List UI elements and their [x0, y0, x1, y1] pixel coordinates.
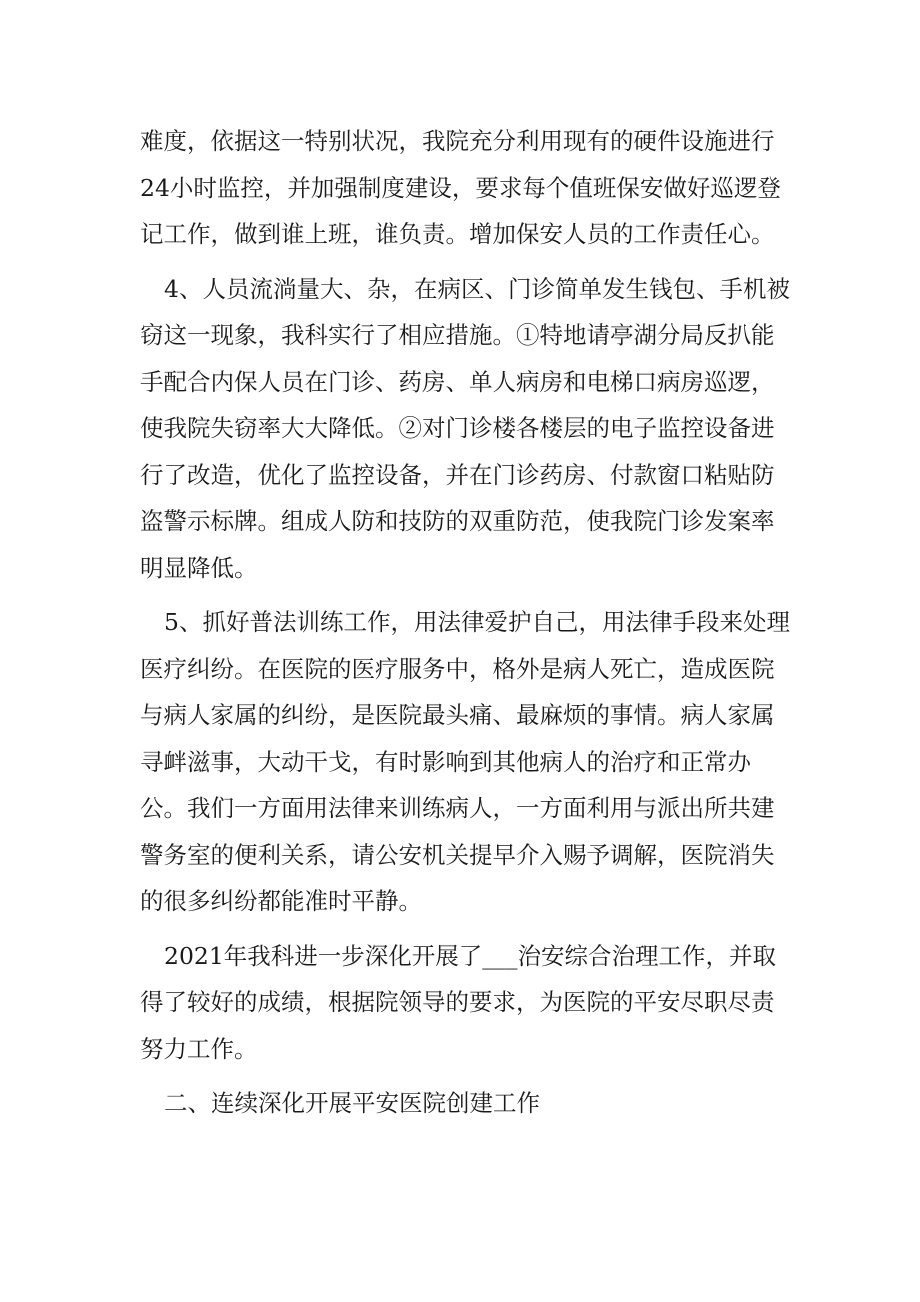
paragraph-continued-monitoring: 难度，依据这一特别状况，我院充分利用现有的硬件设施进行24小时监控，并加强制度建设，要求每个值班保安做好巡逻登记工作，做到谁上班，谁负责。增加保安人员的工作责任心。 [140, 127, 781, 248]
paragraph-2021-summary: 2021年我科进一步深化开展了___治安综合治理工作，并取得了较好的成绩，根据院领导的要求，为医院的平安尽职尽责努力工作。 [140, 941, 777, 1063]
section-heading-safe-hospital: 二、连续深化开展平安医院创建工作 [164, 1089, 540, 1117]
paragraph-item-4-theft-prevention: 4、人员流淌量大、杂，在病区、门诊简单发生钱包、手机被窃这一现象，我科实行了相应措施。①特地请亭湖分局反扒能手配合内保人员在门诊、药房、单人病房和电梯口病房巡逻，使我院失窃率大大降低。②对门诊楼各楼层的电子监控设备进行了改造，优化了监控设备，并在门诊药房、付款窗口粘贴防盗警示标牌。组成人防和技防的双重防范，使我院门诊发案率明显降低。 [140, 274, 790, 582]
paragraph-item-5-legal-education: 5、抓好普法训练工作，用法律爱护自己，用法律手段来处理医疗纠纷。在医院的医疗服务中，格外是病人死亡，造成医院与病人家属的纠纷，是医院最头痛、最麻烦的事情。病人家属寻衅滋事，大动干戈，有时影响到其他病人的治疗和正常办公。我们一方面用法律来训练病人，一方面利用与派出所共建警务室的便利关系，请公安机关提早介入赐予调解，医院消失的很多纠纷都能准时平静。 [140, 608, 790, 915]
document-body [140, 118, 790, 1127]
